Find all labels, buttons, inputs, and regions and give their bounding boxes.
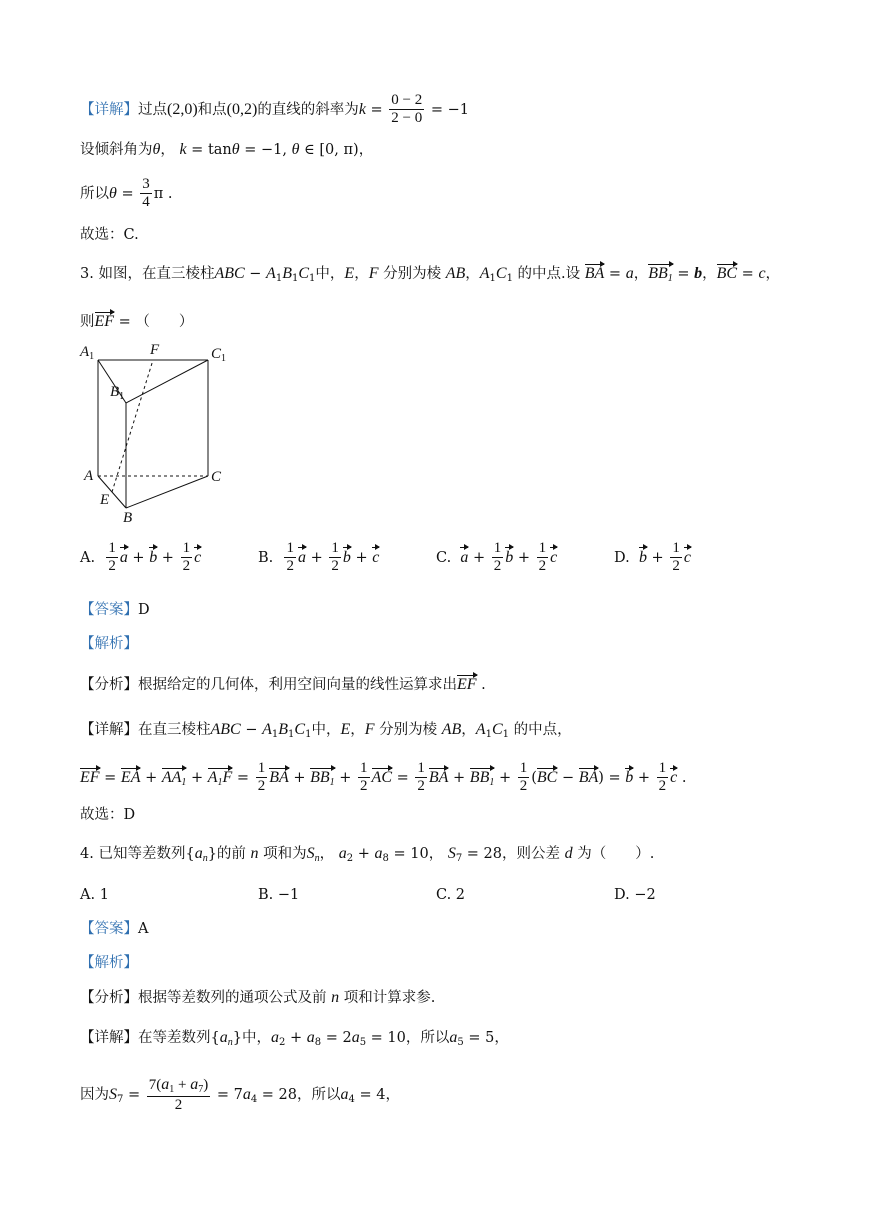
q3-vector-equation: EF = EA + $AA_1 + A_1F$ = $\frac{1}{2}$ BA + $BB_1$ + $\frac{1}{2}$ AC = $\frac{1}{2}$ BA + $BB_1$ + $\frac{1}{2}$ (BC − BA) = b + $\frac{1}{2}$ c . bbox=[80, 760, 687, 795]
q4-stem: 4. 已知等差数列$\{a_n\}$的前 n 项和为$S_n$， $a_2 + a_8 = 10$， $S_7 = 28$，则公差 d 为（ ）. bbox=[80, 845, 655, 864]
q4-option-c[interactable]: C. 2 bbox=[436, 887, 466, 903]
label-a1: $A_1$ bbox=[80, 344, 95, 362]
q4-analysis-tag: 【解析】 bbox=[80, 955, 138, 971]
q4-analysis: 【分析】根据等差数列的通项公式及前 n 项和计算求参. bbox=[80, 989, 436, 1006]
q4-detail-2: 因为$S_7$ = $\frac{7(a_1 + a_7)}{2}$ = $7a_4 = 28$，所以$a_4 = 4$， bbox=[80, 1076, 400, 1113]
label-c1: $C_1$ bbox=[211, 346, 227, 364]
label-f: F bbox=[150, 342, 160, 358]
q3-option-d[interactable]: D. b + $\frac{1}{2}$ c bbox=[614, 540, 691, 575]
q4-detail: 【详解】在等差数列$\{a_n\}$中，$a_2 + a_8 = 2a_5 = 10$，所以$a_5 = 5$， bbox=[80, 1029, 509, 1048]
q3-analysis: 【分析】根据给定的几何体，利用空间向量的线性运算求出EF . bbox=[80, 676, 486, 693]
q4-option-d[interactable]: D. −2 bbox=[614, 887, 656, 903]
theta-result-line: 所以θ = $\frac{3}{4}$ π . bbox=[80, 176, 173, 211]
q3-analysis-tag: 【解析】 bbox=[80, 636, 138, 652]
inclination-line: 设倾斜角为θ， k = tanθ = −1, θ ∈ [0, π)， bbox=[80, 141, 374, 158]
q3-answer: 【答案】D bbox=[80, 602, 150, 618]
q4-option-b[interactable]: B. −1 bbox=[258, 887, 300, 903]
detail-tag: 【详解】 bbox=[80, 101, 138, 118]
choice-c: 故选：C. bbox=[80, 227, 139, 243]
q3-option-b[interactable]: B. $\frac{1}{2}$ a + $\frac{1}{2}$ b + c bbox=[258, 540, 380, 575]
slope-fraction: $\frac{0 - 2}{2 - 0}$ bbox=[391, 92, 423, 127]
label-b: B bbox=[123, 510, 133, 526]
label-e: E bbox=[100, 492, 110, 508]
label-b1: $B_1$ bbox=[110, 384, 125, 402]
q3-stem-2: 则EF = （ ） bbox=[80, 313, 194, 330]
q3-detail: 【详解】在直三棱柱ABC − $A_1B_1C_1$中，E，F 分别为棱 AB，$A_1C_1$ 的中点， bbox=[80, 721, 572, 740]
q4-answer: 【答案】A bbox=[80, 921, 149, 937]
prism-figure bbox=[78, 338, 238, 528]
q3-option-c[interactable]: C. a + $\frac{1}{2}$ b + $\frac{1}{2}$ c bbox=[436, 540, 558, 575]
detail-line-slope: 【详解】过点(2,0)和点(0,2)的直线的斜率为k = $\frac{0 - 2}{2 - 0}$ = −1 bbox=[80, 92, 470, 127]
label-c: C bbox=[211, 469, 222, 485]
q3-option-a[interactable]: A. $\frac{1}{2}$ a + b + $\frac{1}{2}$ c bbox=[80, 540, 202, 575]
label-a: A bbox=[84, 468, 94, 484]
q4-option-a[interactable]: A. 1 bbox=[80, 887, 109, 903]
choice-d: 故选：D bbox=[80, 807, 136, 823]
q3-stem: 3. 如图，在直三棱柱ABC − $A_1B_1C_1$中，E，F 分别为棱 AB，$A_1C_1$ 的中点.设 BA = a，$BB_1 = b$，BC = c， bbox=[80, 265, 781, 284]
